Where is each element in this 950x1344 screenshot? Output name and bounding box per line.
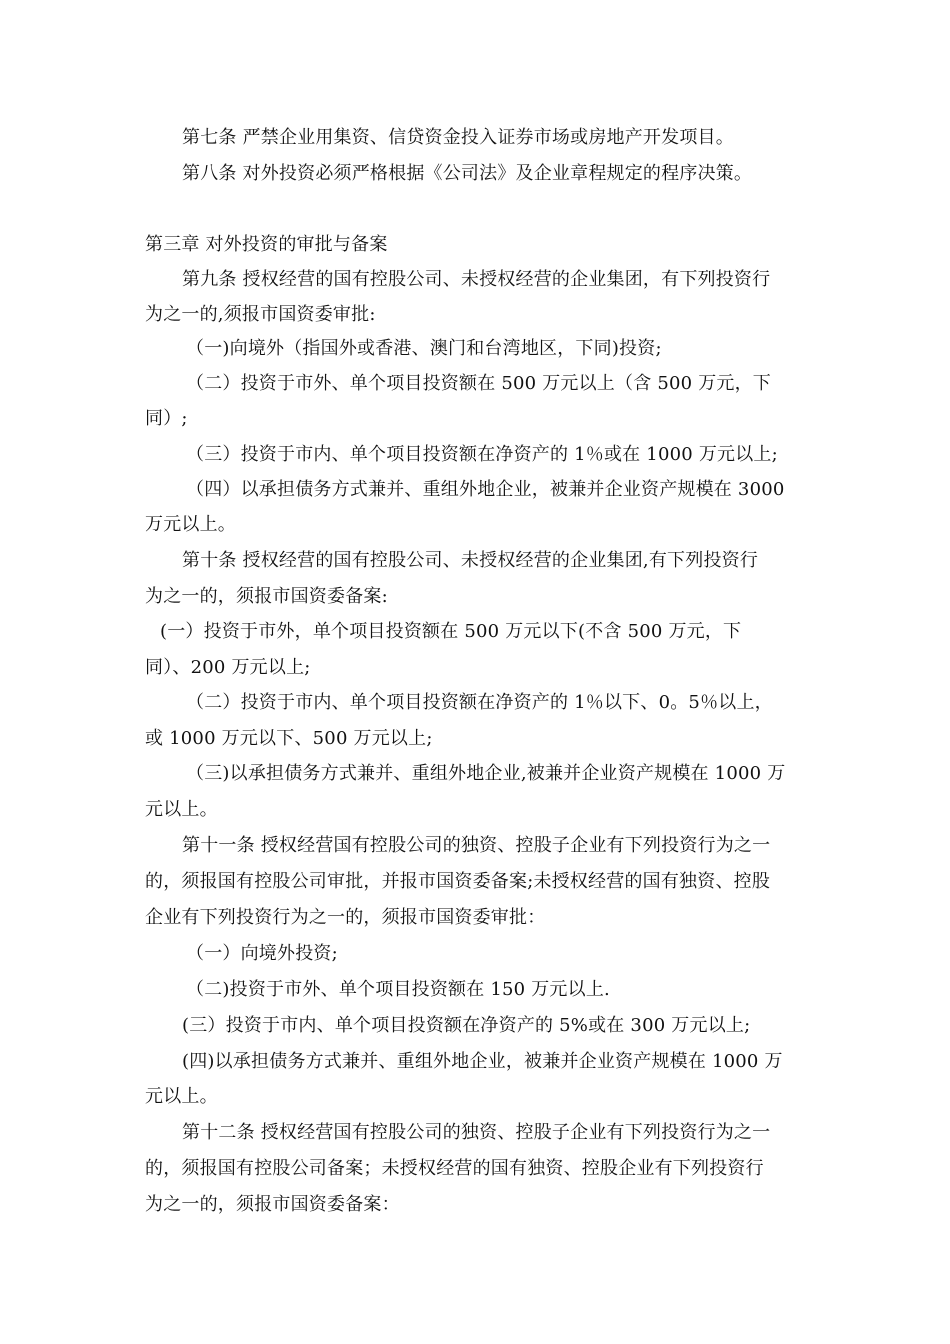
article-11-line-2: 的，须报国有控股公司审批，并报市国资委备案;未授权经营的国有独资、控股 <box>145 871 771 892</box>
article-12-line-3: 为之一的，须报市国资委备案： <box>145 1194 400 1215</box>
article-11-item-3: (三）投资于市内、单个项目投资额在净资产的 5%或在 300 万元以上; <box>182 1015 751 1036</box>
article-11-item-2: （二)投资于市外、单个项目投资额在 150 万元以上. <box>186 979 610 1000</box>
article-9-item-3: （三）投资于市内、单个项目投资额在净资产的 1％或在 1000 万元以上; <box>186 444 778 465</box>
article-8: 第八条 对外投资必须严格根据《公司法》及企业章程规定的程序决策。 <box>182 163 753 184</box>
article-10-item-1-line-1: (一）投资于市外，单个项目投资额在 500 万元以下(不含 500 万元，下 <box>160 621 742 642</box>
article-11-line-1: 第十一条 授权经营国有控股公司的独资、控股子企业有下列投资行为之一 <box>182 835 771 856</box>
article-10-item-2-line-2: 或 1000 万元以下、500 万元以上; <box>145 728 433 749</box>
article-9-item-4-line-2: 万元以上。 <box>145 514 236 535</box>
article-9-line-1: 第九条 授权经营的国有控股公司、未授权经营的企业集团，有下列投资行 <box>182 269 771 290</box>
article-9-item-2-line-2: 同）; <box>145 408 188 429</box>
article-11-item-4-line-2: 元以上。 <box>145 1086 218 1107</box>
article-12-line-1: 第十二条 授权经营国有控股公司的独资、控股子企业有下列投资行为之一 <box>182 1122 771 1143</box>
chapter-3-heading: 第三章 对外投资的审批与备案 <box>145 234 388 255</box>
article-9-item-4-line-1: （四）以承担债务方式兼并、重组外地企业，被兼并企业资产规模在 3000 <box>186 479 785 500</box>
article-11-item-1: （一）向境外投资; <box>186 943 338 964</box>
article-10-item-2-line-1: （二）投资于市内、单个项目投资额在净资产的 1％以下、0。5％以上， <box>186 692 773 713</box>
article-10-line-2: 为之一的，须报市国资委备案: <box>145 586 388 607</box>
article-7: 第七条 严禁企业用集资、信贷资金投入证券市场或房地产开发项目。 <box>182 127 734 148</box>
article-11-item-4-line-1: (四)以承担债务方式兼并、重组外地企业，被兼并企业资产规模在 1000 万 <box>182 1051 783 1072</box>
article-10-item-3-line-2: 元以上。 <box>145 799 218 820</box>
article-10-line-1: 第十条 授权经营的国有控股公司、未授权经营的企业集团,有下列投资行 <box>182 550 759 571</box>
article-10-item-1-line-2: 同）、200 万元以上; <box>145 657 311 678</box>
article-9-item-2-line-1: （二）投资于市外、单个项目投资额在 500 万元以上（含 500 万元，下 <box>186 373 771 394</box>
article-10-item-3-line-1: （三)以承担债务方式兼并、重组外地企业,被兼并企业资产规模在 1000 万 <box>186 763 786 784</box>
article-9-line-2: 为之一的,须报市国资委审批: <box>145 304 376 325</box>
article-11-line-3: 企业有下列投资行为之一的，须报市国资委审批： <box>145 907 546 928</box>
article-9-item-1: （一)向境外（指国外或香港、澳门和台湾地区，下同)投资; <box>186 338 662 359</box>
article-12-line-2: 的，须报国有控股公司备案；未授权经营的国有独资、控股企业有下列投资行 <box>145 1158 764 1179</box>
